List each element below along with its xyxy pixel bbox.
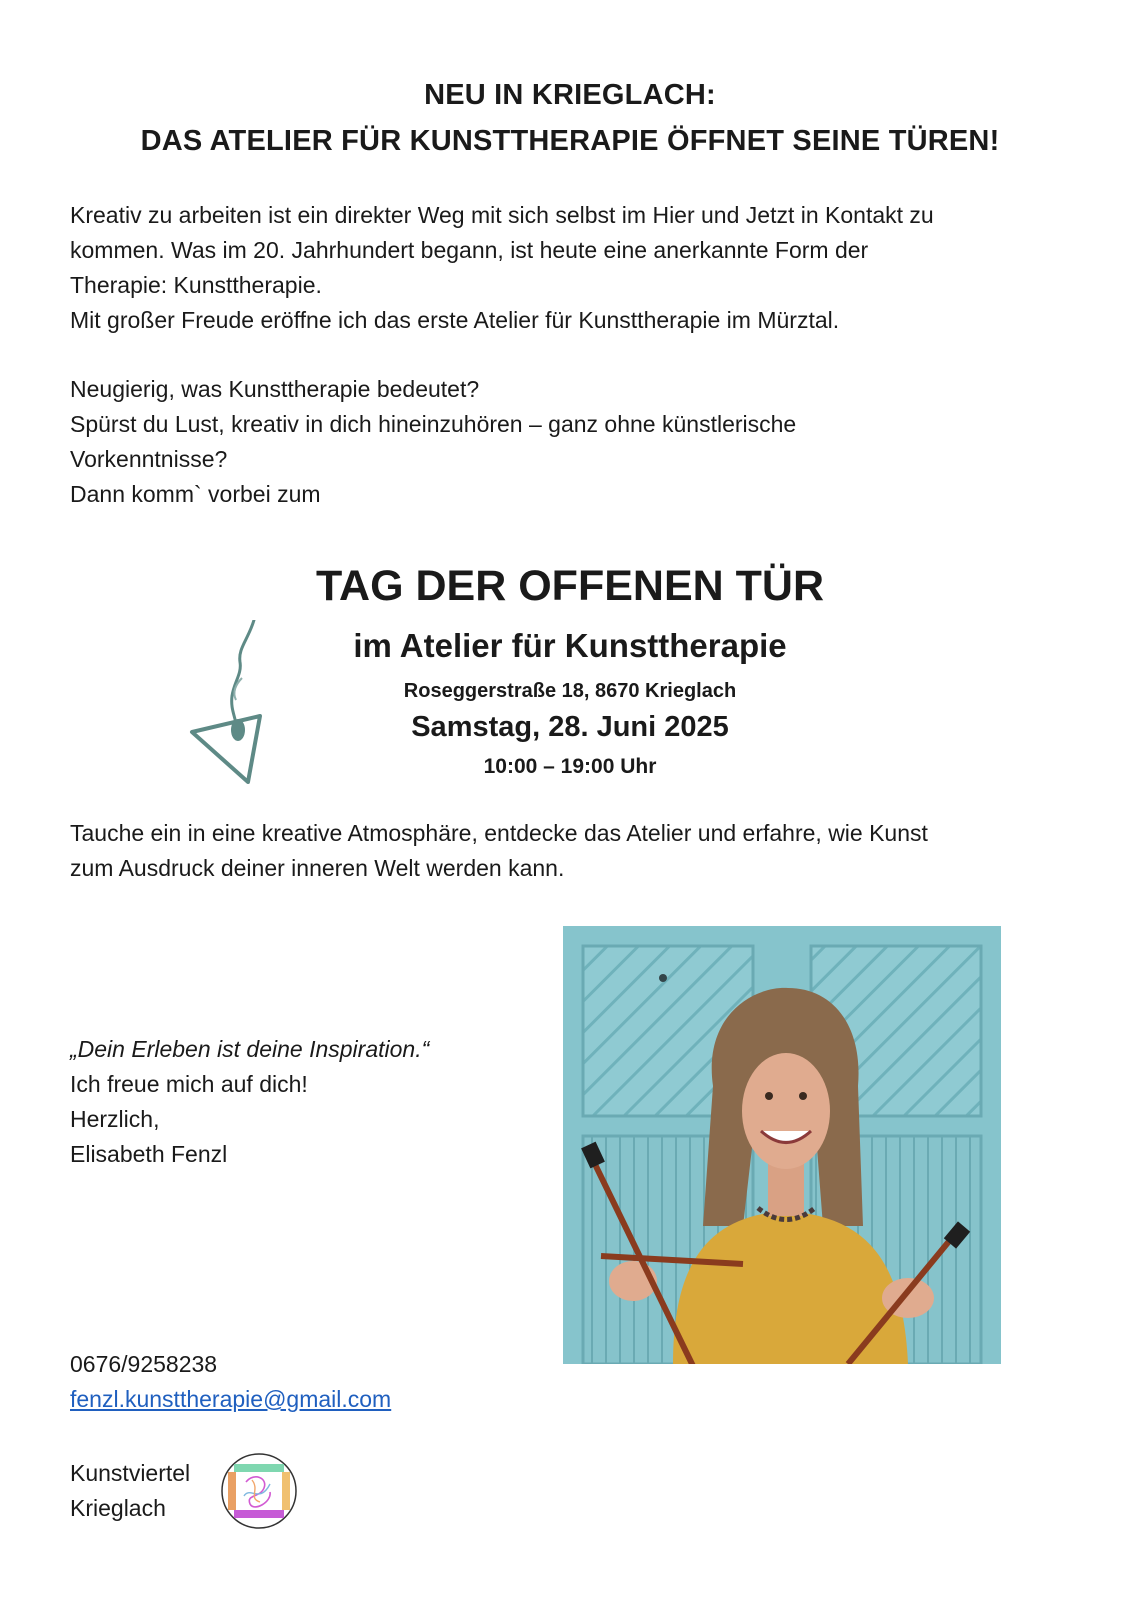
headline-line-1: NEU IN KRIEGLACH: — [424, 79, 716, 111]
event-title: TAG DER OFFENEN TÜR — [315, 562, 825, 610]
event-time: 10:00 – 19:00 Uhr — [483, 755, 657, 778]
intro-line: Therapie: Kunsttherapie. — [70, 272, 322, 298]
headline-line-2: DAS ATELIER FÜR KUNSTTHERAPIE ÖFFNET SEINE TÜREN! — [140, 125, 1000, 157]
contact-phone: 0676/9258238 — [70, 1351, 218, 1377]
closing-line-2: Herzlich, — [70, 1106, 160, 1132]
signature-name: Elisabeth Fenzl — [70, 1141, 228, 1167]
kunstviertel-logo-icon — [220, 1452, 298, 1530]
invite-line: Neugierig, was Kunsttherapie bedeutet? — [70, 376, 480, 402]
intro-line: Mit großer Freude eröffne ich das erste Atelier für Kunsttherapie im Mürztal. — [70, 307, 840, 333]
description-line: zum Ausdruck deiner inneren Welt werden kann. — [70, 855, 565, 881]
closing-line-1: Ich freue mich auf dich! — [70, 1071, 308, 1097]
contact-email-link[interactable]: fenzl.kunsttherapie@gmail.com — [70, 1386, 392, 1412]
description-line: Tauche ein in eine kreative Atmosphäre, entdecke das Atelier und erfahre, wie Kunst — [70, 820, 928, 846]
closing-block — [70, 1032, 540, 1172]
contact-block — [70, 1347, 540, 1417]
footer-line-1: Kunstviertel — [70, 1460, 191, 1486]
event-block — [260, 0, 880, 800]
invite-line: Vorkenntnisse? — [70, 446, 228, 472]
description-paragraph — [70, 816, 1080, 886]
intro-line: Kreativ zu arbeiten ist ein direkter Weg mit sich selbst im Hier und Jetzt in Kontakt zu — [70, 202, 934, 228]
event-address: Roseggerstraße 18, 8670 Krieglach — [403, 680, 737, 702]
invite-line: Spürst du Lust, kreativ in dich hineinzuhören – ganz ohne künstlerische — [70, 411, 797, 437]
invite-line: Dann komm` vorbei zum — [70, 481, 321, 507]
footer-block — [70, 1456, 220, 1526]
closing-quote: „Dein Erleben ist deine Inspiration.“ — [70, 1036, 430, 1062]
footer-line-2: Krieglach — [70, 1495, 166, 1521]
intro-line: kommen. Was im 20. Jahrhundert begann, ist heute eine anerkannte Form der — [70, 237, 869, 263]
event-date: Samstag, 28. Juni 2025 — [411, 711, 729, 743]
portrait-illustration — [563, 926, 1001, 1364]
portrait-photo — [563, 926, 1001, 1364]
event-subtitle: im Atelier für Kunsttherapie — [353, 627, 787, 664]
